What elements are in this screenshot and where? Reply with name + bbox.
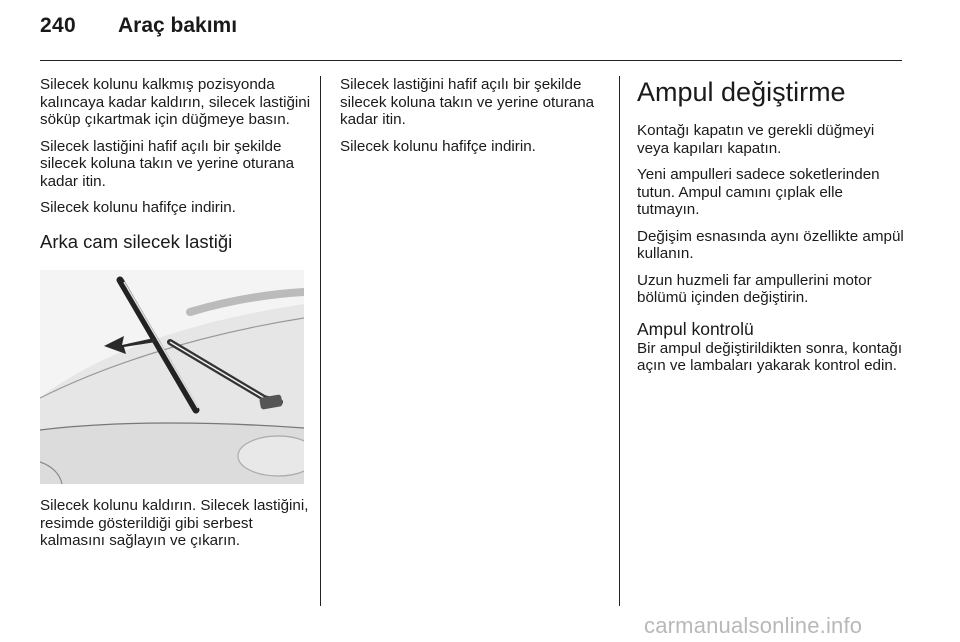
watermark: carmanualsonline.info bbox=[644, 613, 863, 638]
column-3 bbox=[637, 76, 905, 384]
figure-caption: Silecek kolunu kaldırın. Silecek lastiğini, resimde gösterildiği gibi serbest kalmasını sağlayın ve çıkarın. bbox=[40, 497, 309, 549]
header-divider bbox=[40, 60, 902, 61]
section-heading-bulb-check: Ampul kontrolü bbox=[637, 318, 754, 339]
paragraph: Silecek lastiğini hafif açılı bir şekilde silecek koluna takın ve yerine oturana kadar itin. bbox=[40, 137, 295, 190]
section-heading-bulb-replacement: Ampul değiştirme bbox=[637, 77, 846, 107]
section-heading-rear-wiper: Arka cam silecek lastiği bbox=[40, 230, 233, 252]
page-number: 240 bbox=[40, 14, 76, 37]
rear-wiper-figure bbox=[40, 270, 304, 484]
paragraph: Silecek kolunu kalkmış pozisyonda kalıncaya kadar kaldırın, silecek lastiğini söküp çıkartmak için düğmeye basın. bbox=[40, 76, 311, 128]
paragraph: Silecek lastiğini hafif açılı bir şekilde silecek koluna takın ve yerine oturana kadar itin. bbox=[340, 76, 595, 128]
column-1 bbox=[40, 76, 312, 263]
page-title: Araç bakımı bbox=[118, 14, 238, 37]
column-2 bbox=[340, 76, 612, 164]
paragraph: Bir ampul değiştirildikten sonra, kontağı açın ve lambaları yakarak kontrol edin. bbox=[637, 339, 903, 374]
paragraph: Silecek kolunu hafifçe indirin. bbox=[40, 199, 236, 216]
paragraph: Kontağı kapatın ve gerekli düğmeyi veya kapıları kapatın. bbox=[637, 122, 875, 157]
paragraph: Değişim esnasında aynı özellikte ampül kullanın. bbox=[637, 227, 904, 262]
rear-wiper-illustration bbox=[40, 270, 304, 484]
page-header bbox=[40, 14, 902, 50]
paragraph: Silecek kolunu hafifçe indirin. bbox=[340, 137, 536, 155]
column-divider-2 bbox=[619, 76, 620, 606]
paragraph: Yeni ampulleri sadece soketlerinden tutun. Ampul camını çıplak elle tutmayın. bbox=[637, 166, 880, 218]
paragraph: Uzun huzmeli far ampullerini motor bölümü içinden değiştirin. bbox=[637, 271, 872, 306]
figure-caption-container bbox=[40, 497, 312, 559]
column-divider-1 bbox=[320, 76, 321, 606]
